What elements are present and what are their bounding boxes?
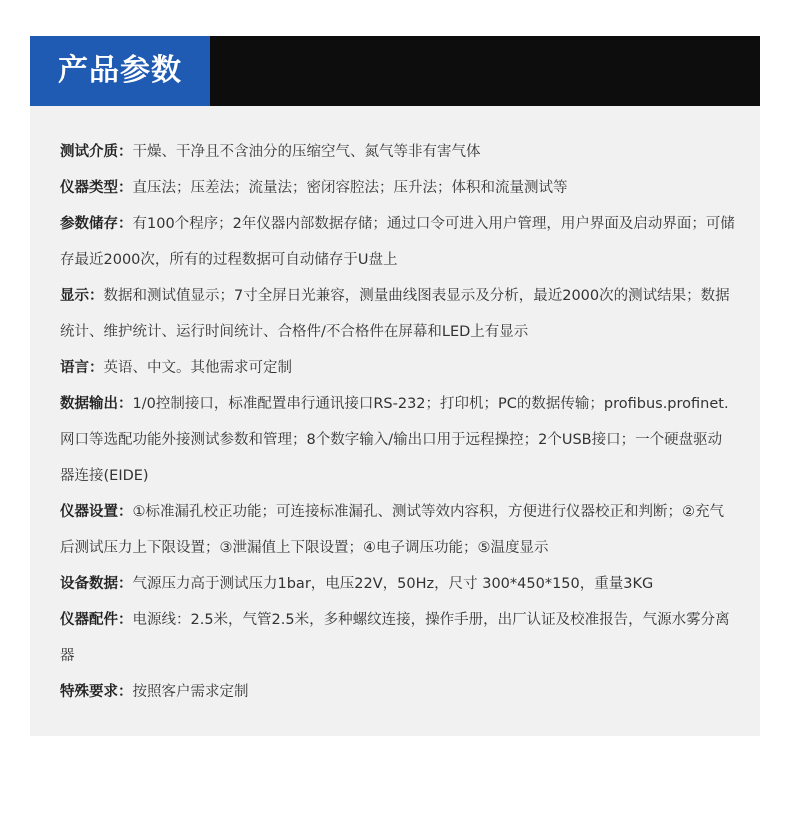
spec-item-instrument-settings [60, 494, 735, 566]
spec-value: 电源线：2.5米，气管2.5米，多种螺纹连接，操作手册，出厂认证及校准报告，气源水雾分离器 [60, 612, 730, 664]
spec-item-display [60, 278, 735, 350]
spec-value: 英语、中文。其他需求可定制 [103, 360, 292, 376]
spec-item-accessories [60, 602, 735, 674]
spec-item-data-output [60, 386, 735, 494]
section-header [30, 36, 760, 106]
spec-list [60, 134, 735, 710]
spec-panel [30, 106, 760, 736]
spec-value: 气源压力高于测试压力1bar，电压22V，50Hz，尺寸 300*450*150，重量3KG [132, 576, 654, 592]
spec-item-special-requirements [60, 674, 735, 710]
spec-item-language [60, 350, 735, 386]
spec-item-parameter-storage [60, 206, 735, 278]
spec-item-equipment-data [60, 566, 735, 602]
spec-label: 特殊要求： [60, 684, 133, 700]
section-title: 产品参数 [30, 36, 210, 106]
spec-item-test-medium [60, 134, 735, 170]
spec-value: ①标准漏孔校正功能；可连接标准漏孔、测试等效内容积，方便进行仪器校正和判断；②充气后测试压力上下限设置；③泄漏值上下限设置；④电子调压功能；⑤温度显示 [60, 504, 724, 556]
spec-label: 仪器设置： [60, 504, 133, 520]
spec-value: 干燥、干净且不含油分的压缩空气、氮气等非有害气体 [132, 144, 481, 160]
spec-label: 设备数据： [60, 576, 133, 592]
spec-value: 1/0控制接口，标准配置串行通讯接口RS-232；打印机；PC的数据传输；profibus.profinet.网口等选配功能外接测试参数和管理；8个数字输入/输出口用于远程操控；2个USB接口；一个硬盘驱动器连接(EIDE) [60, 396, 729, 484]
spec-value: 数据和测试值显示；7寸全屏日光兼容，测量曲线图表显示及分析，最近2000次的测试结果；数据统计、维护统计、运行时间统计、合格件/不合格件在屏幕和LED上有显示 [60, 288, 730, 340]
spec-label: 仪器配件： [60, 612, 133, 628]
spec-label: 参数储存： [60, 216, 133, 232]
spec-item-instrument-type [60, 170, 735, 206]
spec-value: 直压法；压差法；流量法；密闭容腔法；压升法；体积和流量测试等 [132, 180, 568, 196]
spec-label: 测试介质： [60, 144, 133, 160]
spec-label: 语言： [60, 360, 104, 376]
spec-value: 按照客户需求定制 [132, 684, 249, 700]
spec-label: 数据输出： [60, 396, 133, 412]
spec-label: 仪器类型： [60, 180, 133, 196]
spec-label: 显示： [60, 288, 104, 304]
spec-value: 有100个程序；2年仪器内部数据存储；通过口令可进入用户管理，用户界面及启动界面；可储存最近2000次，所有的过程数据可自动储存于U盘上 [60, 216, 735, 268]
